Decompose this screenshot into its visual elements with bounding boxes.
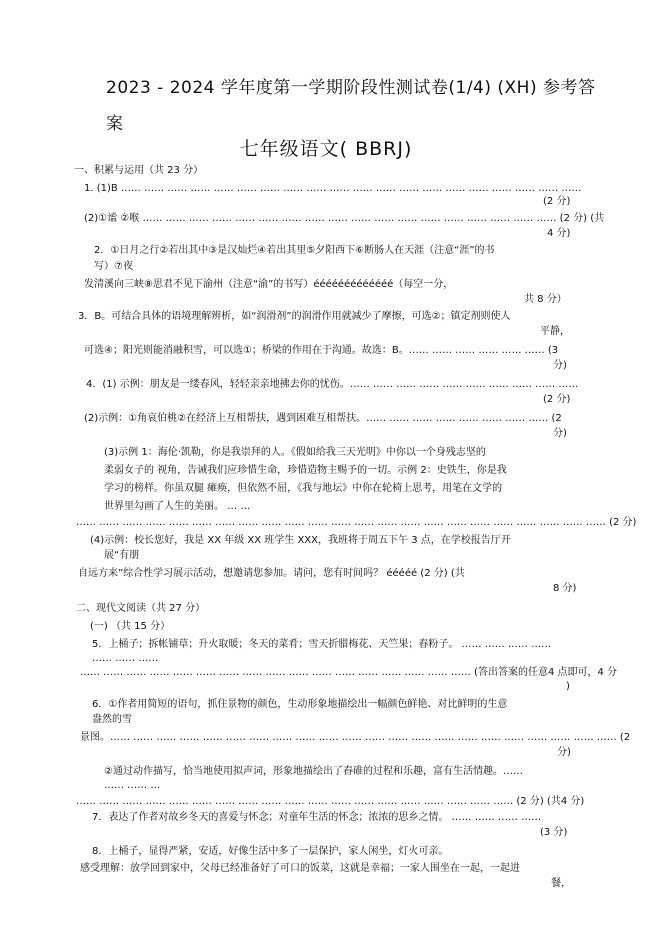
score-note: 分) — [557, 747, 571, 758]
answer-line: 感受理解：放学回到家中，父母已经准备好了可口的饭菜，这就是幸福；一家人围坐在一起，一起进 — [80, 863, 520, 874]
answer-line: 展“有朋 — [104, 550, 140, 561]
answer-line: 自远方来”综合性学习展示活动，想邀请您参加。请问，您有时间吗？ ééééé (2 分) (共 — [78, 568, 465, 579]
score-note: 分) — [553, 428, 567, 439]
score-note: (2 分) — [543, 394, 571, 405]
answer-line: 可选④；阳光则能消融积雪，可以选①；桥梁的作用在于沟通。故选：B。…… …… …… …… …… …… (3 — [84, 345, 559, 356]
answer-line: (4)示例：校长您好，我是 XX 年级 XX 班学生 XXX，我班将于周五下午 3 点，在学校报告厅开 — [90, 535, 511, 546]
score-note: 共 8 分） — [524, 294, 567, 305]
answer-line: …… …… …… …… …… …… …… …… …… …… …… …… …… …… …… …… …… …… …… (2 分) (共4 分) — [76, 796, 585, 807]
answer-line: …… …… … — [104, 780, 161, 791]
score-note: ) — [566, 681, 570, 692]
answer-line: 2．①日月之行②若出其中③是汉灿烂④若出其里⑤夕阳西下⑥断肠人在天涯（注意“涯”的书 — [94, 245, 495, 256]
score-note: 8 分) — [553, 583, 577, 594]
answer-line: 3．B。可结合具体的语境理解辨析，如“润滑剂”的润滑作用就减少了摩擦，可选②；镇定剂则使人 — [78, 311, 511, 322]
page-subtitle: 七年级语文( BBRJ) — [239, 138, 413, 160]
answer-line: 平静， — [540, 326, 570, 337]
answer-line: 6．①作者用简短的语句，抓住景物的颜色，生动形象地描绘出一幅颜色鲜艳、对比鲜明的生意 — [92, 699, 508, 710]
answer-line: 发清溪向三峡⑧思君不见下渝州（注意“渝”的书写）ééééééééééééé（每空一分， — [84, 279, 454, 290]
answer-line: (3)示例 1：海伦·凯勒，你是我崇拜的人。《假如给我三天光明》中你以一个身残志坚的 — [104, 447, 486, 458]
score-note: 4 分) — [547, 228, 571, 239]
answer-line: 盎然的雪 — [92, 714, 132, 725]
answer-line: 写）⑦夜 — [94, 261, 133, 272]
answer-line: 1. (1)B …… …… …… …… …… …… …… …… …… …… …… …… …… …… …… …… …… …… …… …… — [84, 183, 582, 194]
answer-line: (2)①谧 ②喉 …… …… …… …… …… …… …… …… …… …… …… …… …… …… …… …… …… …… (2 分) (共 — [84, 213, 605, 224]
answer-line: 柔弱女子的 视角，告诫我们应珍惜生命，珍惜造物主赐予的一切。示例 2：史铁生，你是我 — [104, 465, 507, 476]
score-note: (3 分) — [540, 827, 568, 838]
answer-line: 5．上桶子；拆帐铺草；升火取暖；冬天的菜肴；雪天折腊梅花、天竺果；舂粉子。 …… …… …… …… — [92, 639, 552, 650]
answer-line: 餐， — [551, 878, 571, 889]
page-title: 2023 - 2024 学年度第一学期阶段性测试卷(1/4) (XH) 参考答案 — [106, 78, 596, 134]
answer-line: ②通过动作描写，恰当地使用拟声词，形象地描绘出了舂碓的过程和乐趣，富有生活情趣。…… — [104, 766, 523, 777]
answer-line: 世界里勾画了人生的美丽。 … … — [104, 501, 251, 512]
section-heading: 一、积累与运用（共 23 分） — [74, 165, 204, 176]
score-note: (2 分) — [543, 196, 571, 207]
subsection-heading: (一) （共 15 分） — [90, 621, 171, 632]
answer-line: (2)示例：①角哀伯桃②在经济上互相帮扶，遇到困难互相帮扶。…… …… …… …… …… …… …… …… (2 — [84, 413, 562, 424]
answer-line: 学习的榜样。你虽双腿 瘫痪，但依然不屈，《我与地坛》中你在轮椅上思考，用笔在文学的 — [104, 483, 503, 494]
answer-line: 7．表达了作者对故乡冬天的喜爱与怀念；对童年生活的怀念；浓浓的思乡之情。 …… …… …… …… — [92, 812, 542, 823]
answer-line: 4．(1) 示例：朋友是一缕春风，轻轻亲亲地拂去你的忧伤。…… …… …… …… …… …… …… …… …… …… — [86, 379, 579, 390]
answer-line: 8．上桶子，显得严紧，安适，好像生活中多了一层保护，家人闲坐，灯火可亲。 — [92, 846, 449, 857]
answer-line: …… …… …… — [92, 653, 159, 664]
score-note: 分) — [553, 360, 567, 371]
answer-line: …… …… …… …… …… …… …… …… …… …… …… …… …… …… …… …… …… (答出答案的任意4 点即可，4 分 — [80, 667, 618, 678]
answer-line: 景图。…… …… …… …… …… …… …… …… …… …… …… …… …… …… …… …… …… …… …… …… …… …… (2 — [80, 732, 631, 743]
answer-line: …… …… …… …… …… …… …… …… …… …… …… …… …… …… …… …… …… …… …… …… …… …… …… (2 分) — [76, 517, 637, 528]
section-heading: 二、现代文阅读（共 27 分） — [76, 603, 206, 614]
